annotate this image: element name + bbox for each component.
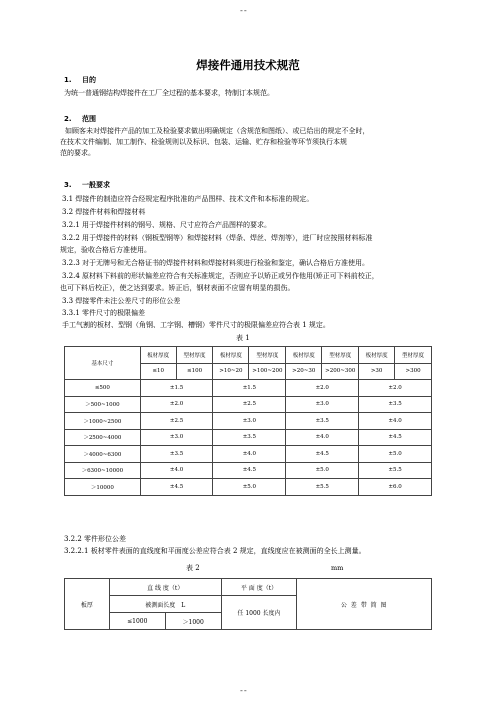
- section-3-heading: [64, 180, 110, 190]
- measured-length-header: 被测面长度 L: [109, 596, 221, 613]
- tolerance-cell: ±2.5: [140, 413, 213, 430]
- table-row: [65, 413, 432, 430]
- table-row: [65, 380, 432, 397]
- thickness-header: 板厚: [65, 579, 110, 630]
- thickness-range: >100~200: [249, 363, 286, 380]
- section-3-line-8: 也可下料后校正），使之达到要求。矫正后，钢材表面不应留有明显的损伤。: [60, 284, 295, 292]
- tolerance-cell: ±3.0: [140, 429, 213, 446]
- thickness-range: >200~300: [322, 363, 359, 380]
- table-2: [64, 578, 432, 630]
- tolerance-cell: ±3.0: [213, 413, 286, 430]
- table-row: [65, 479, 432, 496]
- section-2-line-1: 如顾客未对焊接件产品的加工及检验要求做出明确规定（含规范和图纸）、或已给出的规定不全时，: [65, 127, 370, 135]
- section-3-line-2: 3.2 焊接件材料和焊接材料: [62, 208, 146, 216]
- header-label: 型材厚度: [395, 347, 432, 364]
- header-mark: --: [240, 6, 248, 15]
- tolerance-cell: ±3.5: [213, 429, 286, 446]
- tolerance-cell: ±4.0: [213, 446, 286, 463]
- table-row: [65, 396, 432, 413]
- section-3-line-3: 3.2.1 用于焊接件材料的钢号、规格、尺寸应符合产品图样的要求。: [62, 221, 272, 229]
- section-3-number: 3.: [64, 181, 72, 189]
- tolerance-cell: ±5.5: [359, 462, 432, 479]
- header-label: 板材厚度: [286, 347, 322, 364]
- tolerance-cell: ±2.0: [286, 380, 359, 397]
- table-1: [64, 346, 432, 496]
- tolerance-cell: ±2.0: [359, 380, 432, 397]
- tolerance-cell: ±1.5: [140, 380, 213, 397]
- tolerance-cell: ±6.0: [359, 479, 432, 496]
- tolerance-cell: ±2.0: [140, 396, 213, 413]
- subsection-3-2-2: 3.2.2 零件形位公差: [64, 535, 127, 543]
- size-cell: ＞6300~10000: [65, 462, 141, 479]
- tolerance-cell: ±3.5: [140, 446, 213, 463]
- thickness-range: >300: [395, 363, 432, 380]
- section-3-line-9: 3.3 焊接零件未注公差尺寸的形位公差: [62, 297, 181, 305]
- size-cell: ＞10000: [65, 479, 141, 496]
- tolerance-cell: ±3.5: [359, 396, 432, 413]
- section-3-line-7: 3.2.4 原材料下料前的形状偏差应符合有关标准规定，否则应予以矫正或另作他用(矫正可下料前校正，: [62, 272, 379, 280]
- tolerance-cell: ±5.0: [213, 479, 286, 496]
- section-2-number: 2.: [64, 115, 72, 123]
- size-cell: ＞2500~4000: [65, 429, 141, 446]
- section-3-title: 一般要求: [81, 181, 110, 189]
- thickness-range: ≤10: [140, 363, 176, 380]
- table-row: [65, 462, 432, 479]
- size-cell: ＞4000~6300: [65, 446, 141, 463]
- section-3-line-4: 3.2.2 用于焊接件的材料（钢板型钢等）和焊接材料（焊条、焊丝、焊剂等），进厂时应按照材料标准: [62, 234, 373, 242]
- section-2-line-3: 范的要求。: [60, 149, 95, 157]
- straightness-header: 直 线 度（t）: [109, 579, 221, 596]
- tolerance-cell: ±3.5: [286, 413, 359, 430]
- header-label: 型材厚度: [249, 347, 286, 364]
- tolerance-cell: ±4.5: [286, 446, 359, 463]
- tolerance-cell: ±1.5: [213, 380, 286, 397]
- section-1-number: 1.: [64, 76, 72, 84]
- tolerance-cell: ±4.0: [140, 462, 213, 479]
- thickness-range: >30: [359, 363, 395, 380]
- section-3-line-11: 手工气割的板材、型钢（角钢、工字钢、槽钢）零件尺寸的极限偏差应符合表 1 规定。: [62, 321, 330, 329]
- thickness-range: >20~30: [286, 363, 322, 380]
- thickness-range: >10~20: [213, 363, 249, 380]
- length-le-1000: ≤1000: [109, 613, 165, 630]
- tolerance-cell: ±4.5: [140, 479, 213, 496]
- header-label: 型材厚度: [176, 347, 213, 364]
- page-title: 焊接件通用技术规范: [196, 58, 300, 72]
- tolerance-cell: ±3.0: [286, 396, 359, 413]
- table-1-caption: 表 1: [236, 334, 250, 342]
- table-2-unit: mm: [331, 564, 344, 572]
- section-1-heading: [64, 75, 96, 85]
- size-cell: ＞500~1000: [65, 396, 141, 413]
- section-3-line-6: 3.2.3 对于无牌号和无合格证书的焊接件材料和焊接材料须进行检验和鉴定，确认合格后方准使用。: [62, 259, 370, 267]
- section-2-title: 范围: [81, 115, 96, 123]
- section-2-line-2: 在技术文件编制、加工制作、检验规则以及标识、包装、运输、贮存和检验等环节须执行本规: [60, 138, 347, 146]
- thickness-range: ≤100: [176, 363, 213, 380]
- tolerance-cell: ±5.0: [359, 446, 432, 463]
- tolerance-cell: ±5.0: [286, 462, 359, 479]
- table-row: [65, 446, 432, 463]
- section-1-text: 为统一普通钢结构焊接件在工厂全过程的基本要求，特制订本规范。: [64, 89, 274, 97]
- table-row: [65, 429, 432, 446]
- section-3-line-1: 3.1 焊接件的制造应符合经规定程序批准的产品图样、技术文件和本标准的规定。: [62, 195, 314, 203]
- tolerance-cell: ±4.0: [359, 413, 432, 430]
- header-label: 板材厚度: [359, 347, 395, 364]
- diagram-header: 公 差 带 简 图: [297, 579, 432, 630]
- size-cell: ≤500: [65, 380, 141, 397]
- table-2-caption: 表 2: [186, 564, 200, 572]
- tolerance-cell: ±2.5: [213, 396, 286, 413]
- header-label: 型材厚度: [322, 347, 359, 364]
- section-1-title: 目的: [81, 76, 96, 84]
- flatness-header: 平 面 度（t）: [221, 579, 297, 596]
- size-cell: ＞1000~2500: [65, 413, 141, 430]
- table-1-row-header: 基本尺寸: [65, 347, 141, 380]
- header-label: 板材厚度: [213, 347, 249, 364]
- section-2-heading: [64, 114, 96, 124]
- tolerance-cell: ±4.0: [286, 429, 359, 446]
- section-3-line-5: 规定，验收合格后方准使用。: [60, 246, 151, 254]
- tolerance-cell: ±4.5: [359, 429, 432, 446]
- section-3-line-10: 3.3.1 零件尺寸的极限偏差: [62, 309, 146, 317]
- subsection-3-2-2-1: 3.2.2.1 板材零件表面的直线度和平面度公差应符合表 2 规定，直线度应在被测面的全长上测量。: [64, 547, 366, 555]
- footer-mark: --: [240, 686, 248, 695]
- tolerance-cell: ±5.5: [286, 479, 359, 496]
- length-gt-1000: ＞1000: [165, 613, 221, 630]
- tolerance-cell: ±4.5: [213, 462, 286, 479]
- header-label: 板材厚度: [140, 347, 176, 364]
- any-1000-header: 任 1000 长度内: [221, 596, 297, 630]
